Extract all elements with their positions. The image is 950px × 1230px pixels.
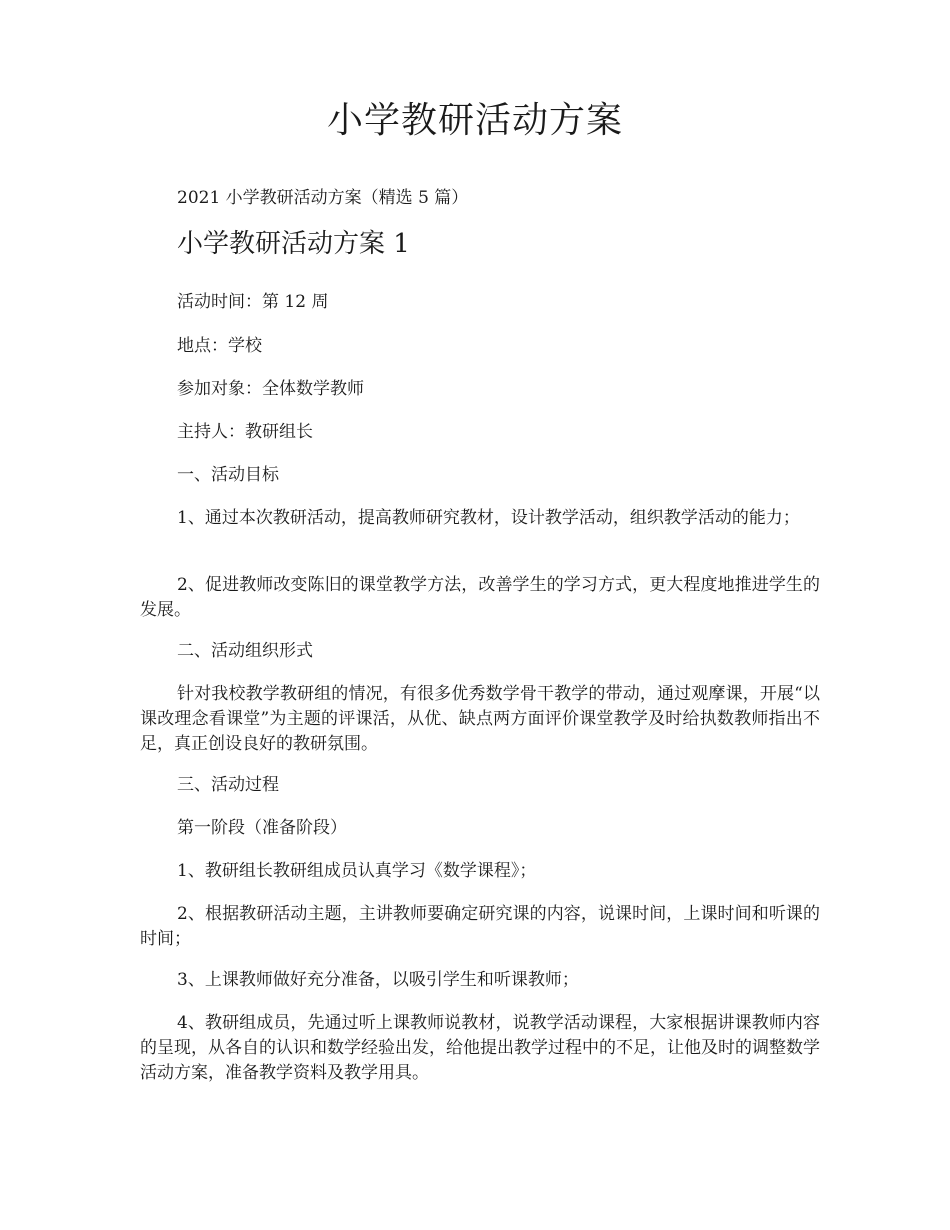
paragraph-organization: 针对我校教学教研组的情况，有很多优秀数学骨干教学的带动，通过观摩课，开展“以课改理念看课堂”为主题的评课活，从优、缺点两方面评价课堂教学及时给执数教师指出不足，真正创设良好的教研氛围。: [140, 684, 820, 754]
document-subtitle: 2021 小学教研活动方案（精选 5 篇）: [177, 188, 469, 208]
heading-organization: 二、活动组织形式: [177, 641, 313, 661]
paragraph-participants: 参加对象：全体数学教师: [177, 379, 364, 399]
paragraph-step-4: 4、教研组成员，先通过听上课教师说教材，说教学活动课程，大家根据讲课教师内容的呈现，从各自的认识和数学经验出发，给他提出教学过程中的不足，让他及时的调整数学活动方案，准备教学资料及教学用具。: [140, 1013, 820, 1083]
heading-goals: 一、活动目标: [177, 465, 279, 485]
paragraph-step-3: 3、上课教师做好充分准备，以吸引学生和听课教师；: [177, 970, 579, 990]
paragraph-activity-time: 活动时间：第 12 周: [177, 292, 329, 312]
paragraph-goal-2: 2、促进教师改变陈旧的课堂教学方法，改善学生的学习方式，更大程度地推进学生的发展。: [140, 575, 820, 620]
paragraph-location: 地点：学校: [177, 336, 262, 356]
paragraph-goal-1: 1、通过本次教研活动，提高教师研究教材，设计教学活动，组织教学活动的能力；: [177, 508, 800, 528]
paragraph-host: 主持人：教研组长: [177, 422, 313, 442]
heading-phase-one: 第一阶段（准备阶段）: [177, 818, 347, 838]
section-heading: 小学教研活动方案 1: [177, 229, 410, 259]
paragraph-step-2: 2、根据教研活动主题，主讲教师要确定研究课的内容，说课时间，上课时间和听课的时间；: [140, 904, 820, 949]
document-title: 小学教研活动方案: [326, 100, 623, 141]
paragraph-step-1: 1、教研组长教研组成员认真学习《数学课程》；: [177, 861, 537, 881]
heading-process: 三、活动过程: [177, 775, 279, 795]
